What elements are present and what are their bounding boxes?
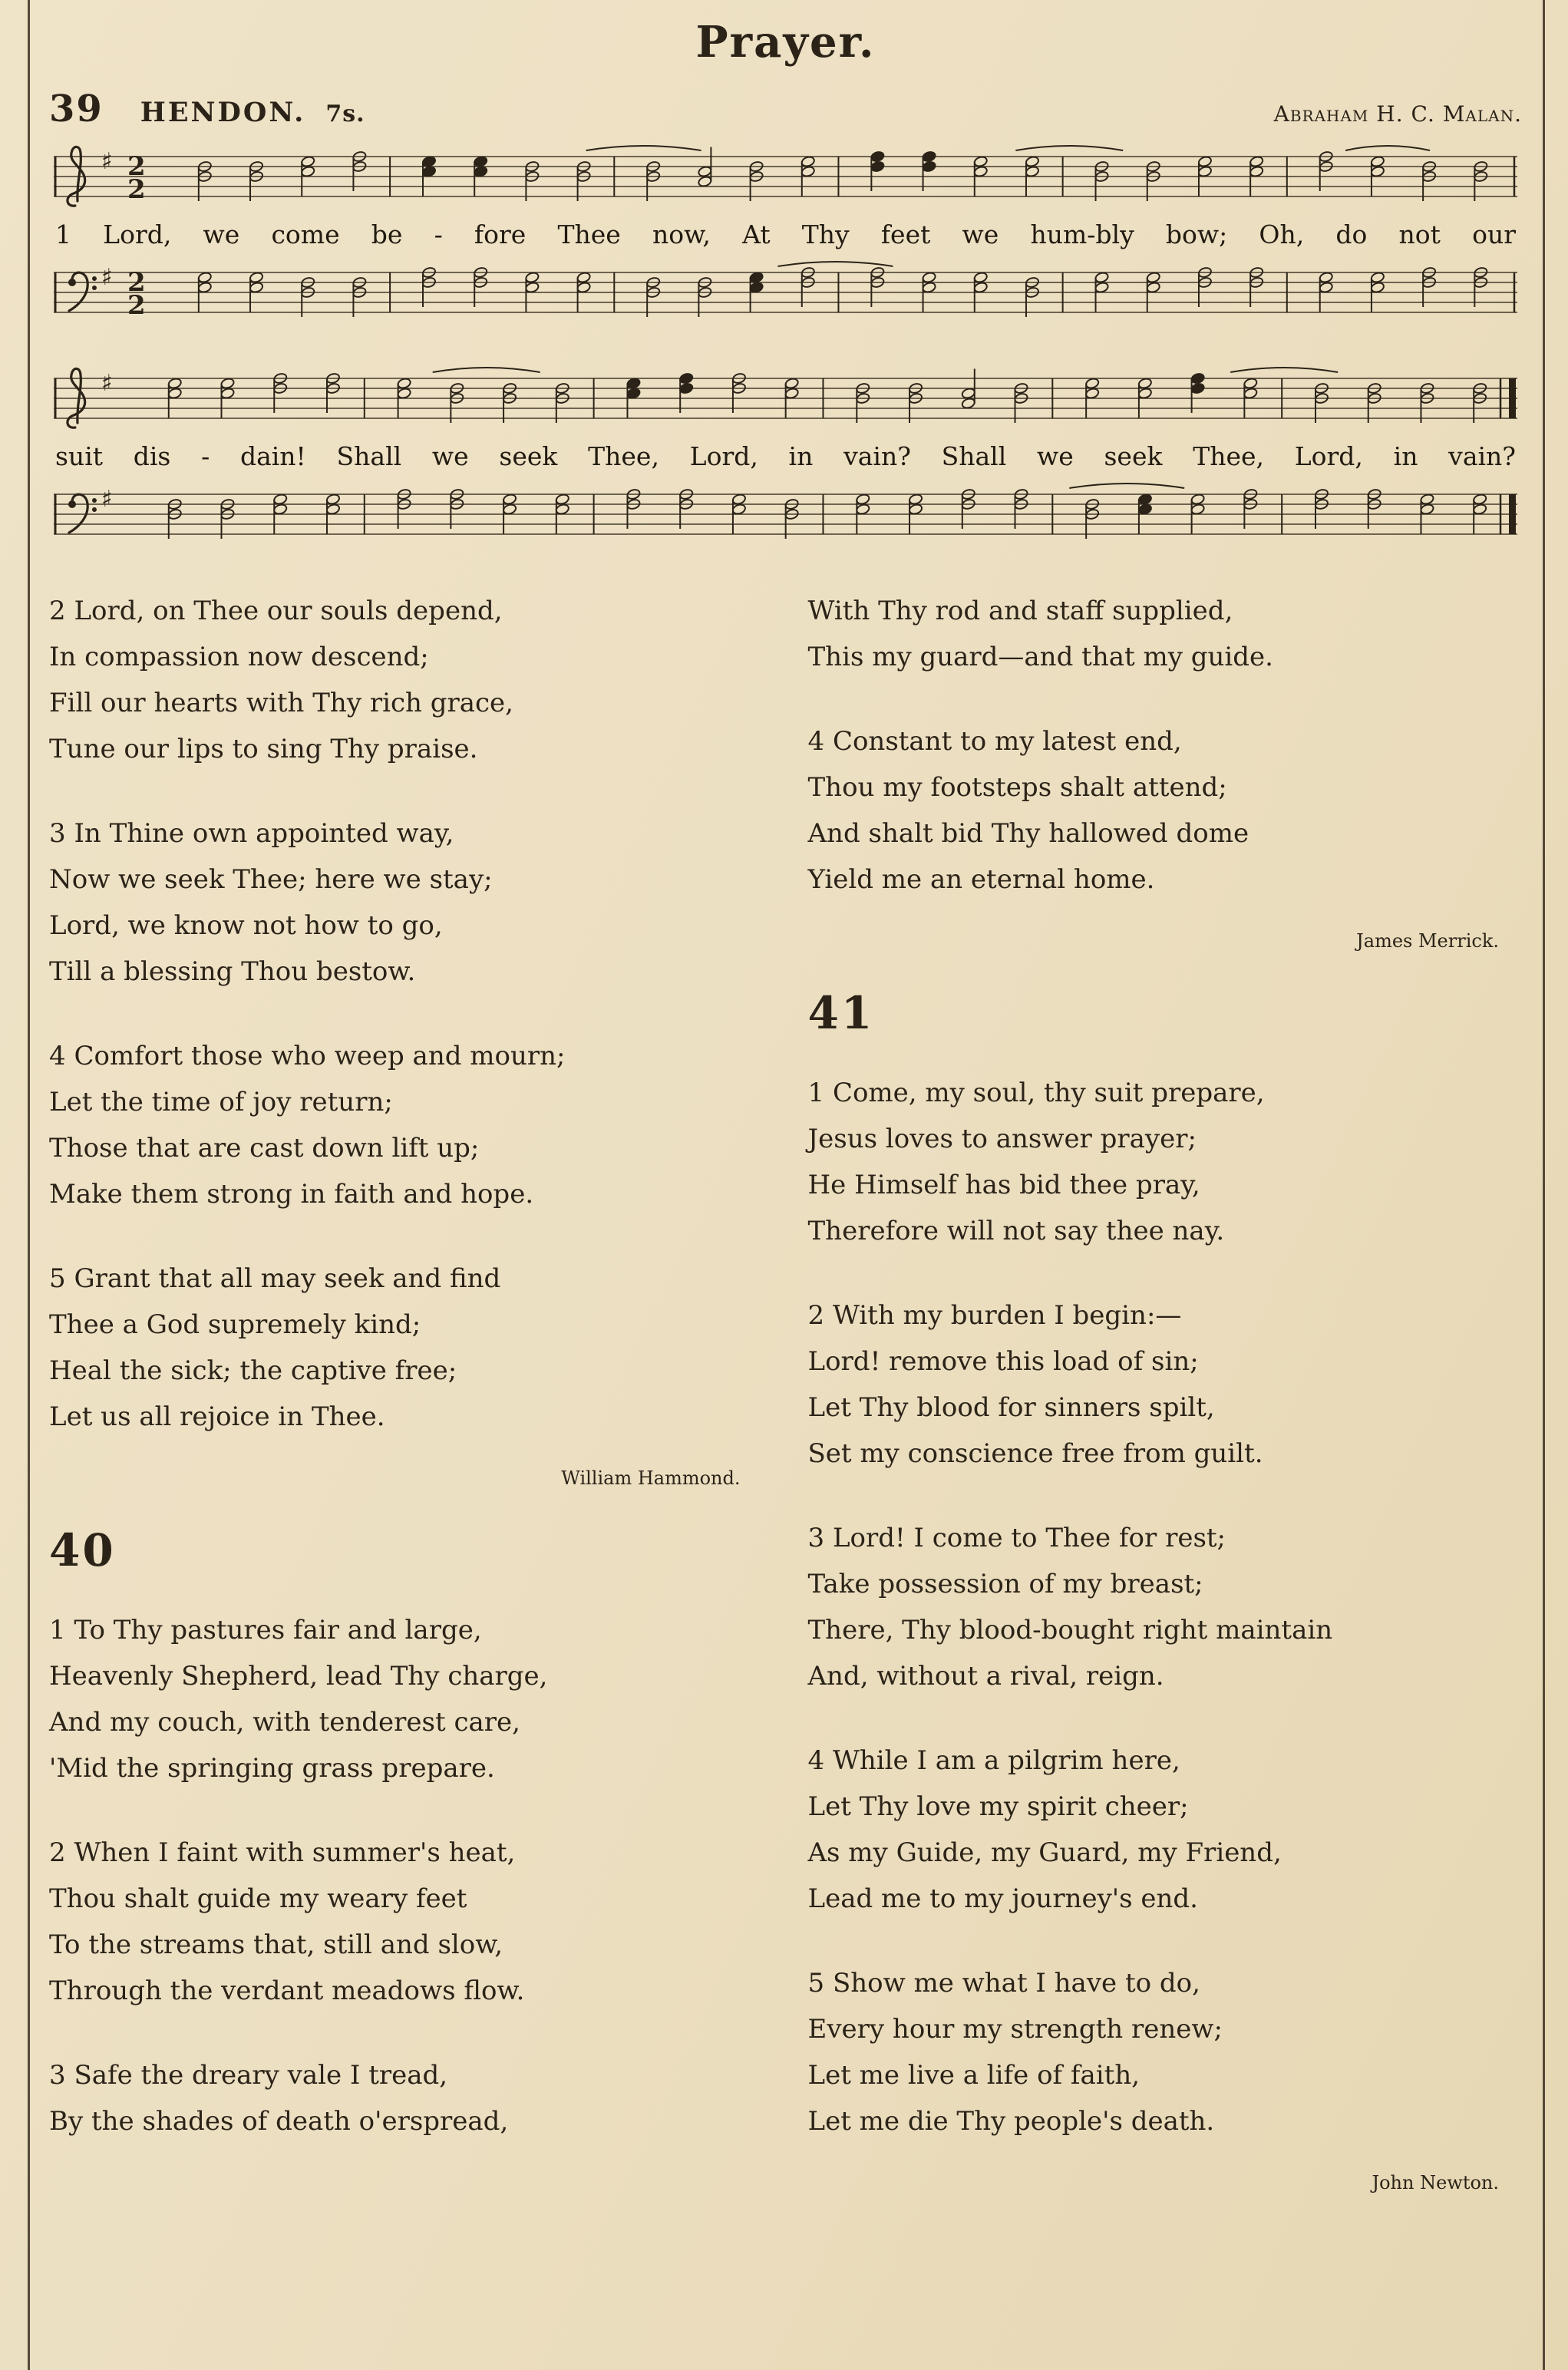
verse-line: Let me die Thy people's death. [807, 2106, 1215, 2137]
verse-line: Tune our lips to sing Thy praise. [49, 734, 478, 764]
verse-line: Heal the sick; the captive free; [49, 1355, 457, 1386]
verse-line: And shalt bid Thy hallowed dome [807, 818, 1249, 849]
verse-line: In compassion now descend; [49, 642, 429, 672]
hymn-heading [49, 87, 1522, 130]
verse-line: Till a blessing Thou bestow. [49, 956, 416, 987]
verse-block [808, 1070, 1523, 1254]
lyric-line-1: 1 Lord, we come be - fore Thee now, At Thy feet we hum-bly bow; Oh, do not our [55, 220, 1516, 249]
music-score [49, 137, 1522, 554]
left-page-rule [28, 0, 30, 2370]
verse-block [808, 588, 1523, 680]
bass-staff-system-1 [49, 253, 1522, 332]
verse-line: Through the verdant meadows flow. [49, 1976, 525, 2006]
svg-text:♯: ♯ [101, 147, 113, 176]
verse-line: There, Thy blood-bought right maintain [807, 1615, 1333, 1645]
verse-line: Fill our hearts with Thy rich grace, [49, 688, 513, 718]
verse-line: Thou shalt guide my weary feet [49, 1883, 467, 1914]
verse-line: And my couch, with tenderest care, [49, 1707, 520, 1738]
verse-line: 3 Safe the dreary vale I tread, [49, 2060, 448, 2091]
verse-line: 'Mid the springing grass prepare. [49, 1753, 495, 1784]
verse-block [808, 718, 1523, 903]
verse-line: 3 In Thine own appointed way, [49, 818, 454, 849]
svg-text:2: 2 [127, 150, 146, 183]
music-system-1 [49, 137, 1522, 332]
svg-text:♯: ♯ [101, 485, 113, 513]
verse-block [808, 1515, 1523, 1699]
verse-line: Lead me to my journey's end. [807, 1883, 1198, 1914]
page-title: Prayer. [695, 17, 876, 68]
verse-line: Let us all rejoice in Thee. [49, 1401, 385, 1432]
right-page-rule [1543, 0, 1545, 2370]
hymn-41-number: 41 [807, 987, 875, 1039]
verse-line: 2 With my burden I begin:— [807, 1300, 1182, 1331]
verse-line: 1 To Thy pastures fair and large, [49, 1615, 482, 1645]
verse-block [49, 588, 764, 772]
verse-line: Thee a God supremely kind; [49, 1309, 421, 1340]
svg-text:♯: ♯ [101, 369, 113, 398]
verse-line: Lord! remove this load of sin; [807, 1346, 1199, 1377]
verse-line: Those that are cast down lift up; [49, 1133, 480, 1164]
lyric-line-2: suit dis - dain! Shall we seek Thee, Lord, in vain? Shall we seek Thee, Lord, in vain? [55, 441, 1516, 471]
verses-column-left [49, 588, 764, 2229]
verse-line: Let Thy blood for sinners spilt, [807, 1392, 1215, 1423]
verse-line: As my Guide, my Guard, my Friend, [807, 1837, 1282, 1868]
verse-line: 4 While I am a pilgrim here, [807, 1745, 1180, 1776]
verse-line: Jesus loves to answer prayer; [807, 1124, 1197, 1154]
verse-line: Every hour my strength renew; [807, 2014, 1223, 2045]
verse-line: 1 Come, my soul, thy suit prepare, [807, 1078, 1265, 1108]
composer-credit: Abraham H. C. Malan. [1273, 101, 1522, 127]
verse-block [49, 810, 764, 995]
verse-line: 4 Constant to my latest end, [807, 726, 1182, 757]
verse-line: 2 When I faint with summer's heat, [49, 1837, 516, 1868]
verse-block [808, 1960, 1523, 2144]
svg-text:2: 2 [127, 266, 146, 299]
verse-line: 5 Show me what I have to do, [807, 1968, 1200, 1999]
verse-line: Let Thy love my spirit cheer; [807, 1791, 1189, 1822]
verse-line: 2 Lord, on Thee our souls depend, [49, 596, 503, 626]
page-content [49, 0, 1522, 2229]
verse-line: Make them strong in faith and hope. [49, 1179, 534, 1210]
verse-line: Yield me an eternal home. [807, 864, 1155, 895]
music-system-2 [49, 358, 1522, 554]
verse-line: 3 Lord! I come to Thee for rest; [807, 1523, 1226, 1553]
verse-block [808, 1292, 1523, 1477]
author-attribution: James Merrick. [1356, 930, 1499, 952]
verse-line: By the shades of death o'erspread, [49, 2106, 509, 2137]
verse-line: With Thy rod and staff supplied, [807, 596, 1233, 626]
verse-line: Now we seek Thee; here we stay; [49, 864, 493, 895]
verse-line: Set my conscience free from guilt. [807, 1438, 1263, 1469]
verse-line: To the streams that, still and slow, [49, 1929, 503, 1960]
verse-line: Let the time of joy return; [49, 1087, 393, 1117]
hymn-tune-name: HENDON. [140, 97, 306, 128]
verse-line: Lord, we know not how to go, [49, 910, 443, 941]
verse-line: 5 Grant that all may seek and find [49, 1263, 501, 1294]
verse-block [49, 1256, 764, 1440]
svg-text:2: 2 [127, 173, 146, 206]
treble-staff-system-2 [49, 358, 1522, 438]
hymn-number: 39 [49, 87, 104, 130]
verse-block [49, 2052, 764, 2144]
verse-line: And, without a rival, reign. [807, 1661, 1164, 1692]
verse-line: 4 Comfort those who weep and mourn; [49, 1041, 566, 1071]
verses-column-right [808, 588, 1523, 2229]
verse-block [49, 1033, 764, 1217]
verse-block [49, 1830, 764, 2014]
verse-line: This my guard—and that my guide. [807, 642, 1273, 672]
svg-text:♯: ♯ [101, 263, 113, 292]
verse-line: Take possession of my breast; [807, 1569, 1203, 1599]
verse-line: Thou my footsteps shalt attend; [807, 772, 1227, 803]
svg-text:2: 2 [127, 289, 146, 322]
treble-staff-system-1 [49, 137, 1522, 216]
verse-line: He Himself has bid thee pray, [807, 1170, 1200, 1200]
author-attribution: John Newton. [1372, 2172, 1499, 2193]
verse-line: Therefore will not say thee nay. [807, 1216, 1225, 1246]
author-attribution: William Hammond. [561, 1467, 741, 1489]
verse-line: Let me live a life of faith, [807, 2060, 1141, 2091]
hymn-verses [49, 588, 1522, 2229]
hymn-40-number: 40 [49, 1524, 116, 1576]
verse-block [49, 1607, 764, 1791]
hymn-meter: 7s. [325, 101, 365, 127]
bass-staff-system-2 [49, 474, 1522, 554]
verse-block [808, 1738, 1523, 1922]
verse-line: Heavenly Shepherd, lead Thy charge, [49, 1661, 548, 1692]
